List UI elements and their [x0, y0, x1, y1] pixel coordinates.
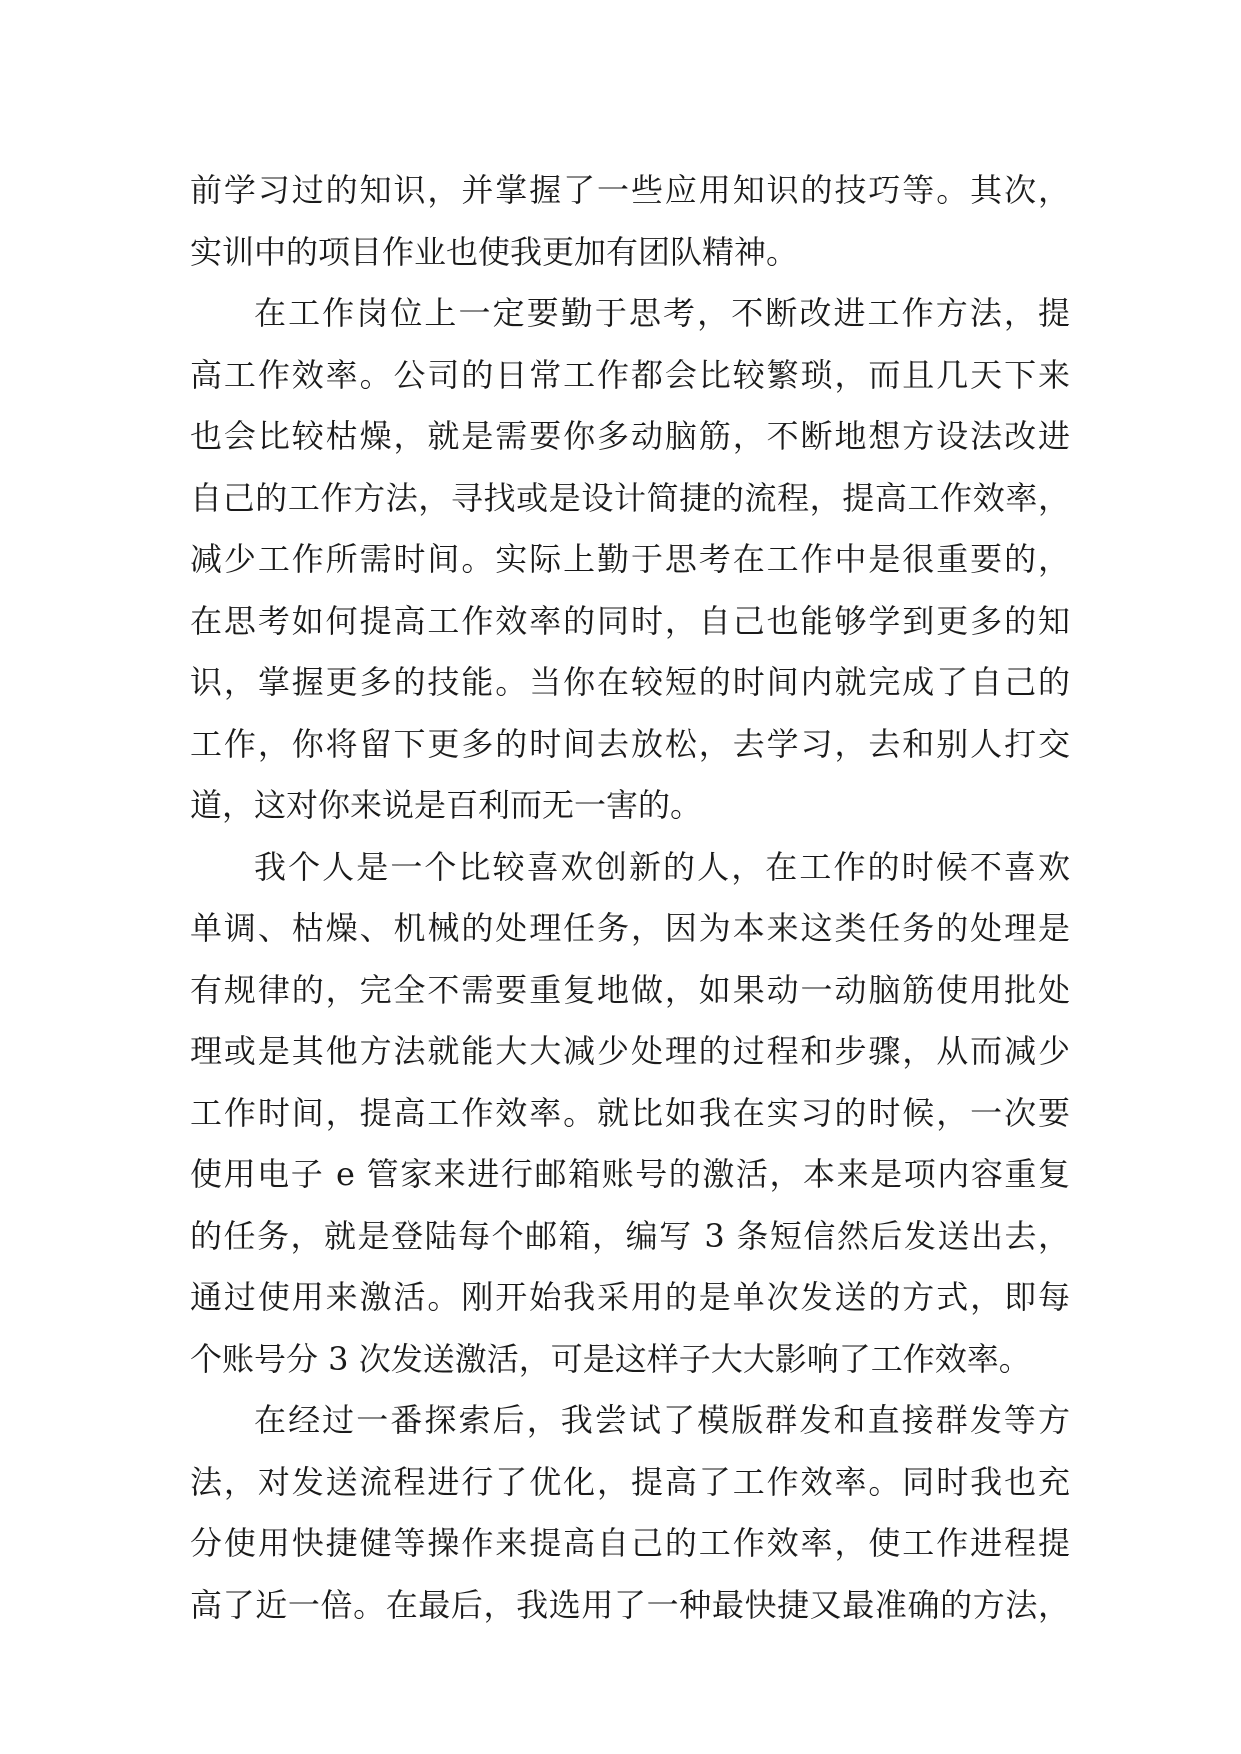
text-line: 工作，你将留下更多的时间去放松，去学习，去和别人打交 [190, 724, 1070, 763]
text-line: 识，掌握更多的技能。当你在较短的时间内就完成了自己的 [190, 663, 1070, 701]
text-line: 自己的工作方法，寻找或是设计简捷的流程，提高工作效率， [190, 478, 1070, 517]
text-line: 工作时间，提高工作效率。就比如我在实习的时候，一次要 [190, 1093, 1070, 1132]
text-line: 在工作岗位上一定要勤于思考，不断改进工作方法，提 [254, 294, 1070, 332]
text-line: 理或是其他方法就能大大减少处理的过程和步骤，从而减少 [190, 1032, 1070, 1070]
text-line: 前学习过的知识，并掌握了一些应用知识的技巧等。其次， [190, 171, 1070, 209]
body-text [190, 160, 1070, 1636]
text-line: 道，这对你来说是百利而无一害的。 [190, 786, 703, 824]
text-line: 通过使用来激活。刚开始我采用的是单次发送的方式，即每 [190, 1278, 1070, 1316]
text-line: 使用电子 e 管家来进行邮箱账号的激活，本来是项内容重复 [190, 1155, 1070, 1193]
text-line: 分使用快捷健等操作来提高自己的工作效率，使工作进程提 [190, 1524, 1070, 1562]
text-line: 单调、枯燥、机械的处理任务，因为本来这类任务的处理是 [190, 909, 1070, 947]
text-line: 有规律的，完全不需要重复地做，如果动一动脑筋使用批处 [190, 970, 1070, 1009]
text-line: 在思考如何提高工作效率的同时，自己也能够学到更多的知 [190, 601, 1070, 640]
text-line: 在经过一番探索后，我尝试了模版群发和直接群发等方 [254, 1401, 1070, 1439]
text-line: 也会比较枯燥，就是需要你多动脑筋，不断地想方设法改进 [190, 417, 1070, 455]
text-line: 高工作效率。公司的日常工作都会比较繁琐，而且几天下来 [190, 355, 1070, 394]
text-line: 减少工作所需时间。实际上勤于思考在工作中是很重要的， [190, 540, 1070, 578]
text-line: 个账号分 3 次发送激活，可是这样子大大影响了工作效率。 [190, 1339, 1031, 1378]
text-line: 我个人是一个比较喜欢创新的人，在工作的时候不喜欢 [254, 847, 1070, 886]
text-line: 法，对发送流程进行了优化，提高了工作效率。同时我也充 [190, 1462, 1070, 1501]
text-line: 高了近一倍。在最后，我选用了一种最快捷又最准确的方法， [190, 1585, 1070, 1624]
text-line: 的任务，就是登陆每个邮箱，编写 3 条短信然后发送出去， [190, 1216, 1070, 1255]
text-line: 实训中的项目作业也使我更加有团队精神。 [190, 232, 799, 271]
